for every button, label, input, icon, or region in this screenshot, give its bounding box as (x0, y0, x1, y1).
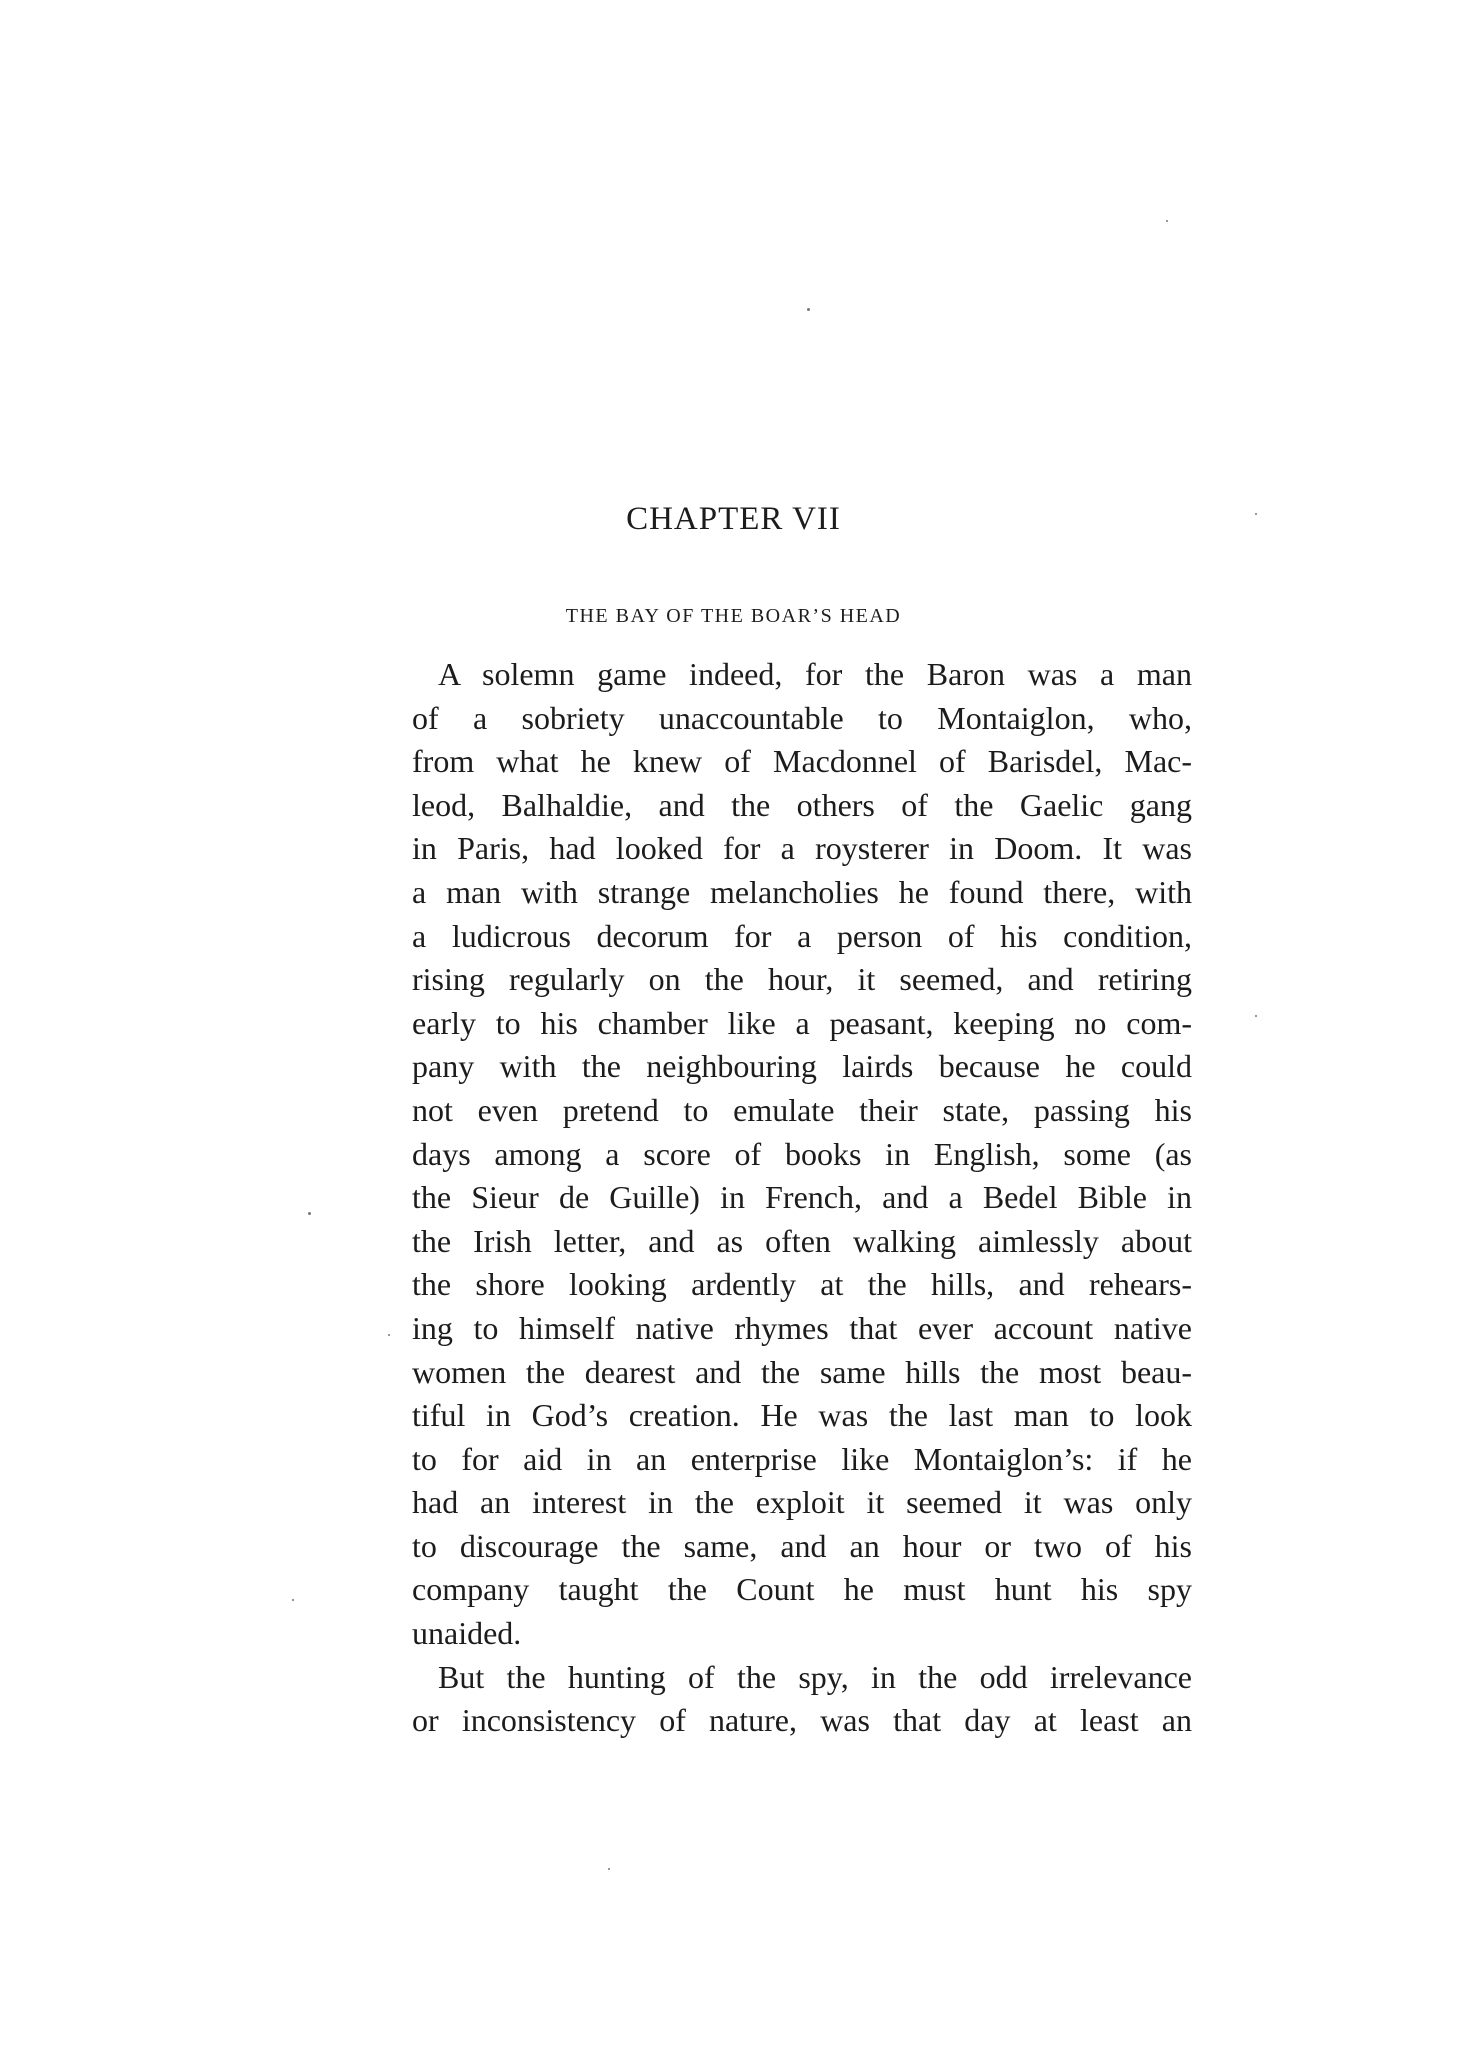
text-line: the Irish letter, and as often walking aimlessly about (412, 1222, 1192, 1259)
text-line: a ludicrous decorum for a person of his condition, (412, 917, 1192, 954)
text-line: to discourage the same, and an hour or two of his (412, 1527, 1192, 1564)
text-line: not even pretend to emulate their state, passing his (412, 1091, 1192, 1128)
text-line: company taught the Count he must hunt his spy (412, 1571, 1192, 1608)
text-line: days among a score of books in English, some (as (412, 1135, 1192, 1172)
text-line: A solemn game indeed, for the Baron was a man (438, 656, 1192, 692)
paragraph-1 (412, 653, 1192, 1656)
text-line: the Sieur de Guille) in French, and a Bedel Bible in (412, 1179, 1192, 1216)
chapter-number: CHAPTER VII (626, 501, 841, 537)
text-line: in Paris, had looked for a roysterer in Doom. It was (412, 830, 1192, 867)
text-line: ing to himself native rhymes that ever account native (412, 1309, 1192, 1346)
chapter-subtitle: THE BAY OF THE BOAR’S HEAD (565, 605, 902, 627)
text-line: early to his chamber like a peasant, keeping no com- (412, 1004, 1192, 1041)
scan-speck (388, 1334, 390, 1336)
text-line: But the hunting of the spy, in the odd irrelevance (438, 1658, 1192, 1695)
scan-speck (308, 1212, 311, 1215)
scan-speck (292, 1599, 294, 1601)
text-line: from what he knew of Macdonnel of Barisdel, Mac- (412, 743, 1192, 780)
scan-speck (1255, 1015, 1257, 1017)
text-line: a man with strange melancholies he found there, with (412, 873, 1192, 910)
text-line: rising regularly on the hour, it seemed, and retiring (412, 961, 1192, 998)
text-line: had an interest in the exploit it seemed it was only (412, 1484, 1192, 1521)
text-line: pany with the neighbouring lairds because he could (412, 1048, 1192, 1085)
text-line: the shore looking ardently at the hills, and rehears- (412, 1266, 1192, 1303)
paragraph-2 (412, 1656, 1192, 1743)
text-line: or inconsistency of nature, was that day at least an (412, 1702, 1192, 1739)
text-line: tiful in God’s creation. He was the last man to look (412, 1397, 1192, 1434)
chapter-body (412, 653, 1192, 1743)
scan-speck (1166, 220, 1168, 222)
scan-speck (608, 1868, 610, 1870)
text-line: leod, Balhaldie, and the others of the Gaelic gang (412, 786, 1192, 823)
text-line: of a sobriety unaccountable to Montaiglon, who, (412, 699, 1192, 736)
text-line: to for aid in an enterprise like Montaiglon’s: if he (412, 1440, 1192, 1477)
scan-speck (807, 308, 810, 311)
text-line: unaided. (412, 1615, 522, 1652)
text-line: women the dearest and the same hills the most beau- (412, 1353, 1192, 1390)
